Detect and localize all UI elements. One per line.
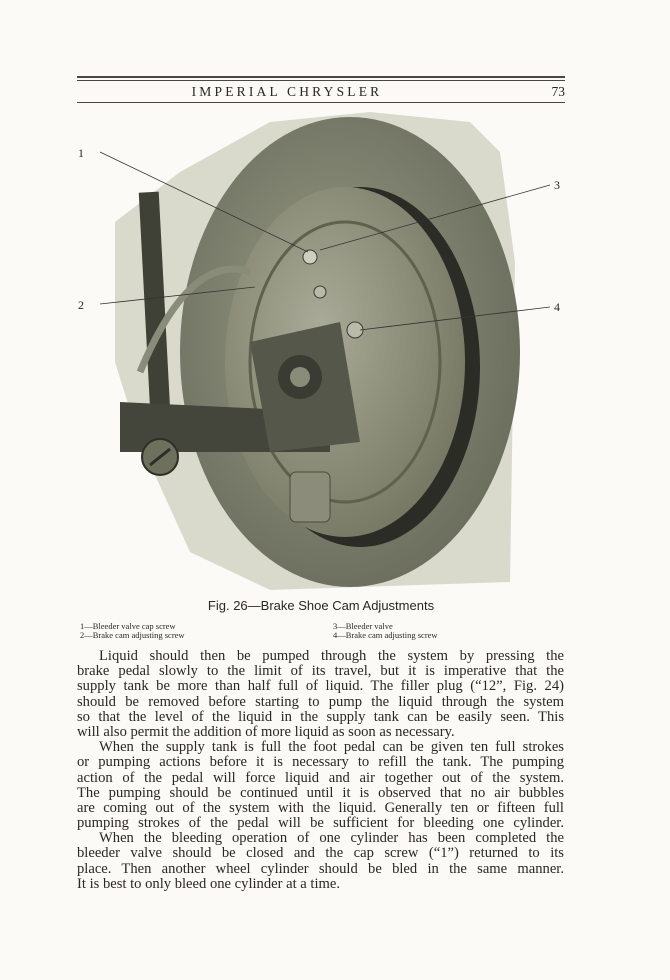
callout-2: 2	[78, 298, 84, 312]
paragraph	[77, 831, 564, 892]
running-header-title: IMPERIAL CHRYSLER	[191, 84, 383, 99]
header-rule-top	[77, 76, 565, 78]
text-line: bleeder valve should be closed and the cap screw (“1”) returned to its	[77, 845, 564, 862]
body-text	[77, 649, 564, 892]
text-line: should be removed before starting to pump the liquid through the system	[77, 693, 564, 710]
legend-item: 1—Bleeder valve cap screw	[80, 621, 176, 631]
text-line: action of the pedal will force liquid and air together out of the system.	[77, 769, 564, 786]
legend-item: 4—Brake cam adjusting screw	[333, 630, 438, 640]
text-line: Liquid should then be pumped through the system by pressing the	[99, 648, 564, 664]
text-line: or pumping actions before it is necessary to refill the tank. The pumping	[77, 754, 564, 771]
text-line: so that the level of the liquid in the supply tank can be easily seen. This	[77, 708, 564, 725]
figure-legend-right	[333, 622, 438, 640]
header-rule-bottom	[77, 102, 565, 103]
figure-caption: Fig. 26—Brake Shoe Cam Adjustments	[207, 598, 435, 613]
header-rule-top-thin	[77, 80, 565, 81]
text-line: pumping strokes of the pedal will be sufficient for bleeding one cylinder.	[77, 815, 564, 832]
figure-legend-left	[80, 622, 185, 640]
legend-item: 3—Bleeder valve	[333, 621, 393, 631]
text-line: When the bleeding operation of one cylinder has been completed the	[99, 830, 564, 847]
legend-item: 2—Brake cam adjusting screw	[80, 630, 185, 640]
text-line: will also permit the addition of more liquid as soon as necessary.	[77, 723, 455, 740]
callout-1: 1	[78, 146, 84, 160]
text-line: supply tank be more than half full of liquid. The filler plug (“12”, Fig. 24)	[77, 678, 564, 695]
text-line: are coming out of the system with the liquid. Generally ten or fifteen full	[77, 799, 564, 816]
callout-4: 4	[554, 300, 560, 314]
brake-assembly-photo	[70, 112, 590, 592]
text-line: The pumping should be continued until it is observed that no air bubbles	[77, 784, 564, 801]
paragraph	[77, 740, 564, 831]
callout-3: 3	[554, 178, 560, 192]
text-line: It is best to only bleed one cylinder at a time.	[77, 875, 341, 892]
paragraph	[77, 649, 564, 740]
page-number: 73	[551, 84, 565, 99]
text-line: When the supply tank is full the foot pedal can be given ten full strokes	[99, 739, 564, 756]
text-line: brake pedal slowly to the limit of its travel, but it is imperative that the	[77, 663, 564, 680]
text-line: place. Then another wheel cylinder should be bled in the same manner.	[77, 860, 564, 877]
